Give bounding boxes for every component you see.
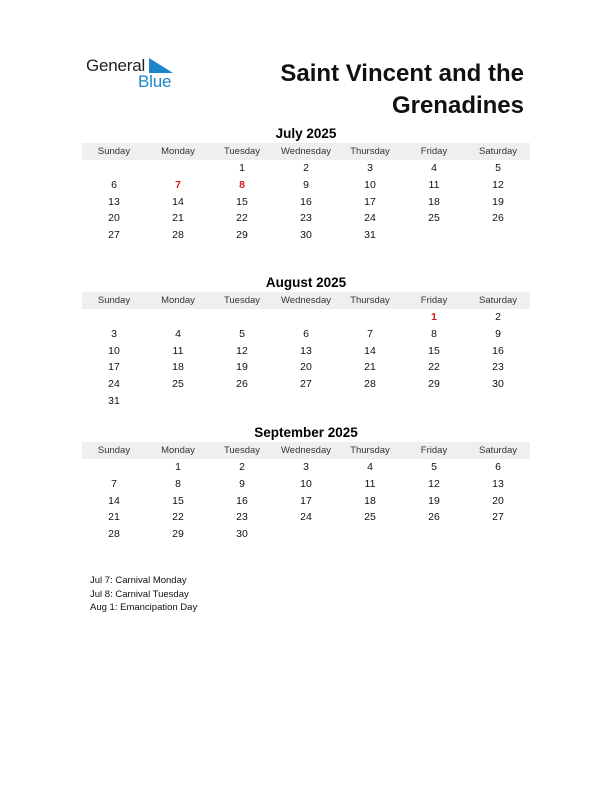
day-cell: 20: [300, 361, 312, 374]
day-cell: 1: [175, 461, 181, 473]
day-cell: 5: [431, 461, 437, 473]
week-row: [82, 343, 530, 360]
week-row: [82, 309, 530, 326]
weekday-label: Thursday: [350, 295, 390, 306]
empty-day-cell: [210, 309, 274, 326]
day-cell: 25: [428, 212, 440, 225]
empty-day-cell: [146, 309, 210, 326]
empty-day-cell: [82, 309, 146, 326]
day-cell: 20: [108, 212, 120, 225]
day-cell: 31: [108, 394, 120, 407]
month-calendar-august: [82, 274, 530, 410]
weekday-label: Friday: [420, 295, 448, 306]
day-cell: 25: [172, 378, 184, 391]
page-title: Saint Vincent and the Grenadines: [280, 60, 524, 119]
day-cell: 17: [108, 361, 120, 374]
weekday-label: Thursday: [350, 146, 390, 157]
day-cell: 23: [492, 361, 504, 374]
day-cell: 6: [495, 461, 501, 473]
week-row: [82, 476, 530, 493]
weekday-label: Tuesday: [223, 146, 261, 157]
week-row: [82, 376, 530, 393]
weekday-label: Monday: [161, 295, 195, 306]
day-cell: 17: [300, 494, 312, 507]
day-cell: 11: [172, 344, 184, 357]
day-cell: 15: [428, 344, 440, 357]
day-cell: 18: [172, 361, 184, 374]
empty-day-cell: [338, 393, 402, 410]
empty-day-cell: [274, 309, 338, 326]
day-cell: 31: [364, 229, 376, 242]
empty-day-cell: [402, 393, 466, 410]
day-cell: 9: [239, 477, 245, 490]
day-cell: 30: [300, 229, 312, 242]
day-cell: 5: [495, 162, 501, 174]
day-cell: 11: [428, 178, 440, 191]
empty-day-cell: [338, 309, 402, 326]
day-cell: 2: [495, 311, 501, 323]
day-cell: 3: [367, 162, 373, 174]
day-cell: 30: [492, 378, 504, 391]
day-cell: 4: [431, 162, 437, 174]
empty-day-cell: [82, 459, 146, 476]
month-title: August 2025: [265, 275, 347, 290]
day-cell: 18: [364, 494, 376, 507]
day-cell: 22: [236, 212, 248, 225]
holiday-note: Jul 8: Carnival Tuesday: [90, 588, 189, 600]
weekday-header-row: [82, 442, 530, 459]
day-cell: 6: [303, 327, 309, 340]
logo-blue-text: Blue: [138, 72, 172, 91]
week-row: [82, 393, 530, 410]
week-row: [82, 359, 530, 376]
day-cell: 15: [236, 195, 248, 208]
day-cell: 16: [300, 195, 312, 208]
month-calendar-july: [82, 125, 530, 244]
weekday-label: Wednesday: [281, 146, 331, 157]
weekday-label: Sunday: [97, 146, 131, 157]
day-cell: 29: [428, 378, 440, 391]
logo-general-text: General: [86, 56, 146, 75]
day-cell: 13: [108, 195, 120, 208]
day-cell: 13: [300, 344, 312, 357]
day-cell: 20: [492, 494, 504, 507]
day-cell: 21: [364, 361, 376, 374]
day-cell: 17: [364, 195, 376, 208]
day-cell: 13: [492, 477, 504, 490]
weekday-label: Saturday: [478, 445, 518, 456]
week-row: [82, 177, 530, 194]
day-cell: 14: [172, 195, 184, 208]
empty-day-cell: [466, 227, 530, 244]
day-cell: 9: [303, 178, 309, 191]
empty-day-cell: [274, 526, 338, 543]
day-cell: 1: [239, 162, 245, 174]
weekday-label: Wednesday: [281, 295, 331, 306]
day-cell: 29: [172, 528, 184, 541]
weekday-label: Saturday: [478, 295, 518, 306]
day-cell: 22: [172, 511, 184, 524]
day-cell: 5: [239, 327, 245, 340]
weekday-label: Monday: [161, 146, 195, 157]
day-cell: 8: [175, 477, 181, 490]
week-row: [82, 493, 530, 510]
weekday-label: Wednesday: [281, 445, 331, 456]
weekday-label: Friday: [420, 146, 448, 157]
week-row: [82, 459, 530, 476]
generalblue-logo: [86, 56, 186, 96]
day-cell: 25: [364, 511, 376, 524]
day-cell: 24: [364, 212, 376, 225]
day-cell: 10: [300, 477, 312, 490]
weekday-label: Tuesday: [223, 295, 261, 306]
empty-day-cell: [146, 393, 210, 410]
day-cell: 2: [303, 162, 309, 174]
weekday-header-row: [82, 292, 530, 309]
empty-day-cell: [146, 160, 210, 177]
weekday-label: Friday: [420, 445, 448, 456]
day-cell: 23: [236, 511, 248, 524]
week-row: [82, 160, 530, 177]
holiday-note: Jul 7: Carnival Monday: [90, 575, 187, 586]
day-cell: 3: [303, 461, 309, 473]
day-cell: 22: [428, 361, 440, 374]
empty-day-cell: [402, 526, 466, 543]
day-cell: 19: [428, 494, 440, 507]
day-cell: 8: [239, 178, 245, 191]
day-cell: 7: [111, 477, 117, 490]
day-cell: 27: [492, 511, 504, 524]
empty-day-cell: [82, 160, 146, 177]
day-cell: 26: [428, 511, 440, 524]
day-cell: 14: [108, 494, 120, 507]
day-cell: 14: [364, 344, 376, 357]
weekday-label: Sunday: [97, 295, 131, 306]
day-cell: 19: [492, 195, 504, 208]
weekday-label: Tuesday: [223, 445, 261, 456]
weekday-label: Monday: [161, 445, 195, 456]
day-cell: 12: [492, 178, 504, 191]
month-title: July 2025: [275, 126, 337, 141]
day-cell: 24: [300, 511, 312, 524]
weekday-header-row: [82, 143, 530, 160]
day-cell: 10: [108, 344, 120, 357]
day-cell: 12: [428, 477, 440, 490]
day-cell: 26: [492, 212, 504, 225]
week-row: [82, 509, 530, 526]
day-cell: 1: [431, 311, 437, 323]
holiday-note: Aug 1: Emancipation Day: [90, 602, 198, 613]
week-row: [82, 326, 530, 343]
day-cell: 27: [108, 229, 120, 242]
day-cell: 11: [364, 477, 376, 490]
day-cell: 28: [364, 378, 376, 391]
day-cell: 18: [428, 195, 440, 208]
holiday-notes: [90, 574, 197, 615]
week-row: [82, 227, 530, 244]
day-cell: 26: [236, 378, 248, 391]
empty-day-cell: [466, 393, 530, 410]
day-cell: 21: [172, 212, 184, 225]
week-row: [82, 526, 530, 543]
empty-day-cell: [274, 393, 338, 410]
day-cell: 12: [236, 344, 248, 357]
empty-day-cell: [466, 526, 530, 543]
day-cell: 16: [236, 494, 248, 507]
day-cell: 27: [300, 378, 312, 391]
day-cell: 4: [367, 461, 373, 473]
day-cell: 4: [175, 327, 181, 340]
month-calendar-september: [82, 424, 530, 543]
week-row: [82, 210, 530, 227]
empty-day-cell: [402, 227, 466, 244]
day-cell: 10: [364, 178, 376, 191]
day-cell: 28: [172, 229, 184, 242]
weekday-label: Sunday: [97, 445, 131, 456]
day-cell: 6: [111, 178, 117, 191]
day-cell: 3: [111, 327, 117, 340]
day-cell: 23: [300, 212, 312, 225]
day-cell: 7: [367, 327, 373, 340]
month-title: September 2025: [254, 425, 358, 440]
day-cell: 28: [108, 528, 120, 541]
day-cell: 7: [175, 178, 181, 191]
day-cell: 16: [492, 344, 504, 357]
empty-day-cell: [338, 526, 402, 543]
day-cell: 2: [239, 461, 245, 473]
weekday-label: Thursday: [350, 445, 390, 456]
weekday-label: Saturday: [478, 146, 518, 157]
day-cell: 8: [431, 327, 437, 340]
day-cell: 19: [236, 361, 248, 374]
day-cell: 21: [108, 511, 120, 524]
day-cell: 29: [236, 229, 248, 242]
empty-day-cell: [210, 393, 274, 410]
day-cell: 9: [495, 327, 501, 340]
day-cell: 24: [108, 378, 120, 391]
day-cell: 30: [236, 528, 248, 541]
week-row: [82, 194, 530, 211]
day-cell: 15: [172, 494, 184, 507]
